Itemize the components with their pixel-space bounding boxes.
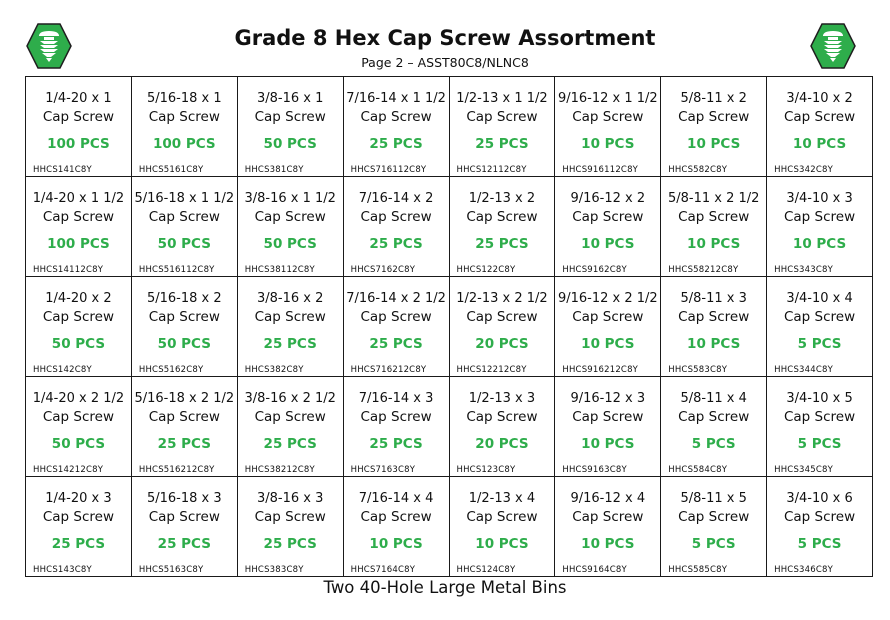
screw-size: 9/16-12 x 1 1/2 — [557, 91, 658, 106]
screw-size: 1/4-20 x 2 — [45, 291, 112, 306]
screw-size: 7/16-14 x 4 — [358, 491, 434, 506]
screw-sku: HHCS343C8Y — [774, 265, 833, 275]
screw-type: Cap Screw — [572, 509, 644, 525]
screw-sku: HHCS123C8Y — [456, 465, 516, 475]
screw-type: Cap Screw — [148, 409, 220, 425]
grid-row — [26, 277, 873, 377]
screw-type: Cap Screw — [466, 509, 538, 525]
screw-cell — [555, 377, 661, 477]
screw-type: Cap Screw — [148, 209, 220, 225]
screw-type: Cap Screw — [254, 409, 326, 425]
grid-row — [26, 477, 873, 577]
screw-quantity: 20 PCS — [475, 436, 529, 452]
screw-type: Cap Screw — [783, 209, 856, 225]
screw-size: 5/16-18 x 1 — [146, 91, 222, 106]
screw-size: 1/2-13 x 2 — [468, 191, 536, 206]
screw-type: Cap Screw — [678, 109, 750, 125]
screw-sku: HHCS342C8Y — [774, 165, 833, 175]
screw-type: Cap Screw — [148, 509, 220, 525]
screw-size: 7/16-14 x 1 1/2 — [346, 91, 446, 106]
screw-quantity: 50 PCS — [157, 336, 211, 352]
screw-cell — [237, 377, 343, 477]
screw-quantity: 25 PCS — [369, 136, 423, 152]
screw-quantity: 50 PCS — [51, 436, 106, 452]
screw-type: Cap Screw — [466, 109, 538, 125]
screw-cell — [767, 477, 873, 577]
screw-cell — [767, 277, 873, 377]
screw-cell — [661, 77, 767, 177]
screw-sku: HHCS7163C8Y — [350, 465, 416, 475]
screw-sku: HHCS716112C8Y — [350, 165, 427, 175]
screw-sku: HHCS38212C8Y — [244, 465, 315, 475]
screw-cell — [661, 177, 767, 277]
screw-quantity: 20 PCS — [475, 336, 529, 352]
screw-type: Cap Screw — [254, 109, 326, 125]
screw-type: Cap Screw — [360, 409, 432, 425]
screw-cell — [343, 177, 449, 277]
screw-quantity: 10 PCS — [687, 136, 741, 152]
screw-cell — [26, 477, 132, 577]
screw-cell — [26, 277, 132, 377]
screw-quantity: 25 PCS — [263, 436, 317, 452]
screw-cell — [26, 177, 132, 277]
screw-quantity: 25 PCS — [157, 536, 211, 552]
screw-cell — [555, 277, 661, 377]
page-title: Grade 8 Hex Cap Screw Assortment — [234, 26, 656, 50]
screw-type: Cap Screw — [42, 109, 115, 125]
screw-size: 5/8-11 x 2 — [680, 91, 747, 106]
screw-quantity: 100 PCS — [47, 236, 110, 252]
screw-quantity: 10 PCS — [475, 536, 529, 552]
screw-type: Cap Screw — [783, 109, 856, 125]
screw-quantity: 25 PCS — [157, 436, 211, 452]
screw-size: 5/16-18 x 1 1/2 — [134, 191, 235, 206]
screw-quantity: 10 PCS — [581, 536, 635, 552]
screw-sku: HHCS9164C8Y — [562, 565, 627, 575]
screw-type: Cap Screw — [572, 409, 644, 425]
screw-sku: HHCS124C8Y — [456, 565, 516, 575]
screw-sku: HHCS38112C8Y — [244, 265, 315, 275]
screw-quantity: 10 PCS — [369, 536, 423, 552]
screw-size: 3/4-10 x 5 — [786, 391, 853, 406]
screw-cell — [343, 77, 449, 177]
screw-type: Cap Screw — [42, 209, 115, 225]
screw-sku: HHCS346C8Y — [774, 565, 833, 575]
screw-quantity: 25 PCS — [369, 436, 423, 452]
screw-size: 3/8-16 x 1 — [256, 91, 324, 106]
screw-type: Cap Screw — [360, 309, 432, 325]
screw-quantity: 10 PCS — [687, 236, 741, 252]
screw-type: Cap Screw — [254, 309, 326, 325]
screw-cell — [343, 277, 449, 377]
screw-type: Cap Screw — [678, 309, 750, 325]
screw-type: Cap Screw — [360, 209, 432, 225]
screw-quantity: 5 PCS — [797, 336, 842, 352]
screw-quantity: 25 PCS — [369, 336, 423, 352]
screw-type: Cap Screw — [466, 209, 538, 225]
screw-size: 5/16-18 x 3 — [146, 491, 222, 506]
screw-type: Cap Screw — [254, 509, 326, 525]
screw-cell — [661, 277, 767, 377]
screw-type: Cap Screw — [783, 409, 856, 425]
screw-cell — [449, 477, 555, 577]
screw-sku: HHCS9162C8Y — [562, 265, 627, 275]
screw-quantity: 100 PCS — [152, 136, 216, 152]
screw-sku: HHCS383C8Y — [244, 565, 304, 575]
screw-quantity: 10 PCS — [687, 336, 741, 352]
screw-sku: HHCS516112C8Y — [138, 265, 215, 275]
screw-quantity: 50 PCS — [263, 136, 317, 152]
screw-quantity: 5 PCS — [691, 436, 736, 452]
screw-size: 9/16-12 x 2 1/2 — [557, 291, 658, 306]
screw-sku: HHCS916212C8Y — [562, 365, 639, 375]
screw-type: Cap Screw — [466, 309, 538, 325]
screw-size: 3/8-16 x 2 1/2 — [244, 391, 336, 406]
screw-size: 7/16-14 x 3 — [358, 391, 434, 406]
screw-size: 5/8-11 x 4 — [680, 391, 747, 406]
screw-sku: HHCS14212C8Y — [33, 465, 104, 475]
screw-cell — [26, 77, 132, 177]
screw-quantity: 100 PCS — [47, 136, 110, 152]
screw-sku: HHCS382C8Y — [244, 365, 304, 375]
grid-row — [26, 77, 873, 177]
screw-cell — [131, 177, 237, 277]
screw-type: Cap Screw — [148, 309, 220, 325]
screw-size: 7/16-14 x 2 — [358, 191, 434, 206]
screw-size: 9/16-12 x 4 — [570, 491, 646, 506]
screw-type: Cap Screw — [678, 509, 750, 525]
screw-cell — [449, 177, 555, 277]
screw-sku: HHCS141C8Y — [33, 165, 92, 175]
screw-sku: HHCS122C8Y — [456, 265, 516, 275]
grid-row — [26, 177, 873, 277]
screw-cell — [661, 477, 767, 577]
screw-type: Cap Screw — [572, 309, 644, 325]
screw-type: Cap Screw — [42, 409, 115, 425]
screw-cell — [131, 377, 237, 477]
screw-cell — [237, 77, 343, 177]
screw-cell — [449, 377, 555, 477]
screw-cell — [555, 177, 661, 277]
screw-cell — [449, 77, 555, 177]
screw-quantity: 25 PCS — [475, 236, 529, 252]
screw-sku: HHCS5161C8Y — [138, 165, 204, 175]
screw-sku: HHCS12212C8Y — [456, 365, 527, 375]
screw-cell — [767, 177, 873, 277]
screw-quantity: 25 PCS — [475, 136, 529, 152]
screw-cell — [555, 477, 661, 577]
screw-sku: HHCS582C8Y — [668, 165, 728, 175]
screw-type: Cap Screw — [783, 509, 856, 525]
screw-size: 1/2-13 x 1 1/2 — [456, 91, 548, 106]
screw-type: Cap Screw — [254, 209, 326, 225]
screw-size: 1/4-20 x 3 — [45, 491, 112, 506]
screw-cell — [661, 377, 767, 477]
screw-cell — [555, 77, 661, 177]
assortment-grid — [25, 76, 873, 577]
screw-cell — [767, 377, 873, 477]
screw-cell — [131, 477, 237, 577]
screw-sku: HHCS143C8Y — [33, 565, 92, 575]
screw-size: 5/8-11 x 2 1/2 — [667, 191, 760, 206]
grid-row — [26, 377, 873, 477]
screw-quantity: 25 PCS — [51, 536, 106, 552]
screw-quantity: 25 PCS — [263, 336, 317, 352]
screw-sku: HHCS345C8Y — [774, 465, 833, 475]
screw-cell — [26, 377, 132, 477]
screw-type: Cap Screw — [42, 509, 115, 525]
screw-quantity: 50 PCS — [263, 236, 317, 252]
screw-size: 3/4-10 x 6 — [786, 491, 853, 506]
screw-sku: HHCS516212C8Y — [138, 465, 215, 475]
screw-sku: HHCS916112C8Y — [562, 165, 639, 175]
screw-size: 3/4-10 x 2 — [786, 91, 853, 106]
screw-quantity: 10 PCS — [581, 336, 635, 352]
screw-size: 5/8-11 x 5 — [680, 491, 747, 506]
screw-sku: HHCS583C8Y — [668, 365, 728, 375]
screw-sku: HHCS584C8Y — [668, 465, 728, 475]
screw-sku: HHCS142C8Y — [33, 365, 92, 375]
screw-size: 3/8-16 x 3 — [256, 491, 324, 506]
screw-type: Cap Screw — [360, 509, 432, 525]
screw-size: 1/2-13 x 4 — [468, 491, 536, 506]
screw-sku: HHCS12112C8Y — [456, 165, 527, 175]
screw-sku: HHCS716212C8Y — [350, 365, 427, 375]
screw-cell — [237, 477, 343, 577]
screw-quantity: 5 PCS — [691, 536, 736, 552]
screw-cell — [767, 77, 873, 177]
screw-cell — [131, 77, 237, 177]
screw-cell — [237, 277, 343, 377]
screw-quantity: 10 PCS — [581, 236, 635, 252]
screw-size: 1/2-13 x 2 1/2 — [456, 291, 548, 306]
screw-size: 3/4-10 x 3 — [786, 191, 853, 206]
screw-quantity: 10 PCS — [581, 436, 635, 452]
screw-type: Cap Screw — [678, 409, 750, 425]
screw-type: Cap Screw — [466, 409, 538, 425]
screw-sku: HHCS9163C8Y — [562, 465, 627, 475]
screw-quantity: 25 PCS — [263, 536, 317, 552]
screw-quantity: 5 PCS — [797, 536, 842, 552]
screw-type: Cap Screw — [42, 309, 115, 325]
screw-cell — [343, 477, 449, 577]
screw-size: 1/4-20 x 1 — [45, 91, 112, 106]
screw-sku: HHCS381C8Y — [244, 165, 304, 175]
screw-size: 3/8-16 x 1 1/2 — [244, 191, 336, 206]
screw-type: Cap Screw — [148, 109, 220, 125]
screw-quantity: 10 PCS — [792, 136, 847, 152]
screw-size: 7/16-14 x 2 1/2 — [346, 291, 446, 306]
screw-sku: HHCS585C8Y — [668, 565, 728, 575]
screw-sku: HHCS7164C8Y — [350, 565, 416, 575]
screw-quantity: 50 PCS — [51, 336, 106, 352]
screw-quantity: 50 PCS — [157, 236, 211, 252]
screw-size: 3/8-16 x 2 — [256, 291, 324, 306]
screw-size: 3/4-10 x 4 — [786, 291, 853, 306]
screw-size: 5/16-18 x 2 1/2 — [134, 391, 235, 406]
screw-sku: HHCS58212C8Y — [668, 265, 739, 275]
screw-quantity: 10 PCS — [792, 236, 847, 252]
screw-size: 1/4-20 x 2 1/2 — [32, 391, 125, 406]
screw-quantity: 5 PCS — [797, 436, 842, 452]
screw-cell — [343, 377, 449, 477]
screw-quantity: 25 PCS — [369, 236, 423, 252]
screw-type: Cap Screw — [678, 209, 750, 225]
screw-size: 9/16-12 x 3 — [570, 391, 646, 406]
screw-type: Cap Screw — [783, 309, 856, 325]
screw-sku: HHCS5162C8Y — [138, 365, 204, 375]
screw-quantity: 10 PCS — [581, 136, 635, 152]
screw-cell — [237, 177, 343, 277]
screw-sku: HHCS344C8Y — [774, 365, 833, 375]
screw-type: Cap Screw — [572, 209, 644, 225]
page-subtitle: Page 2 – ASST80C8/NLNC8 — [361, 55, 529, 70]
footer-caption: Two 40-Hole Large Metal Bins — [323, 578, 567, 597]
screw-size: 1/4-20 x 1 1/2 — [32, 191, 125, 206]
screw-cell — [131, 277, 237, 377]
screw-sku: HHCS14112C8Y — [33, 265, 104, 275]
screw-cell — [449, 277, 555, 377]
screw-sku: HHCS5163C8Y — [138, 565, 204, 575]
screw-size: 5/8-11 x 3 — [680, 291, 747, 306]
screw-size: 9/16-12 x 2 — [570, 191, 646, 206]
screw-type: Cap Screw — [572, 109, 644, 125]
screw-size: 1/2-13 x 3 — [468, 391, 536, 406]
screw-sku: HHCS7162C8Y — [350, 265, 416, 275]
screw-type: Cap Screw — [360, 109, 432, 125]
screw-size: 5/16-18 x 2 — [146, 291, 222, 306]
